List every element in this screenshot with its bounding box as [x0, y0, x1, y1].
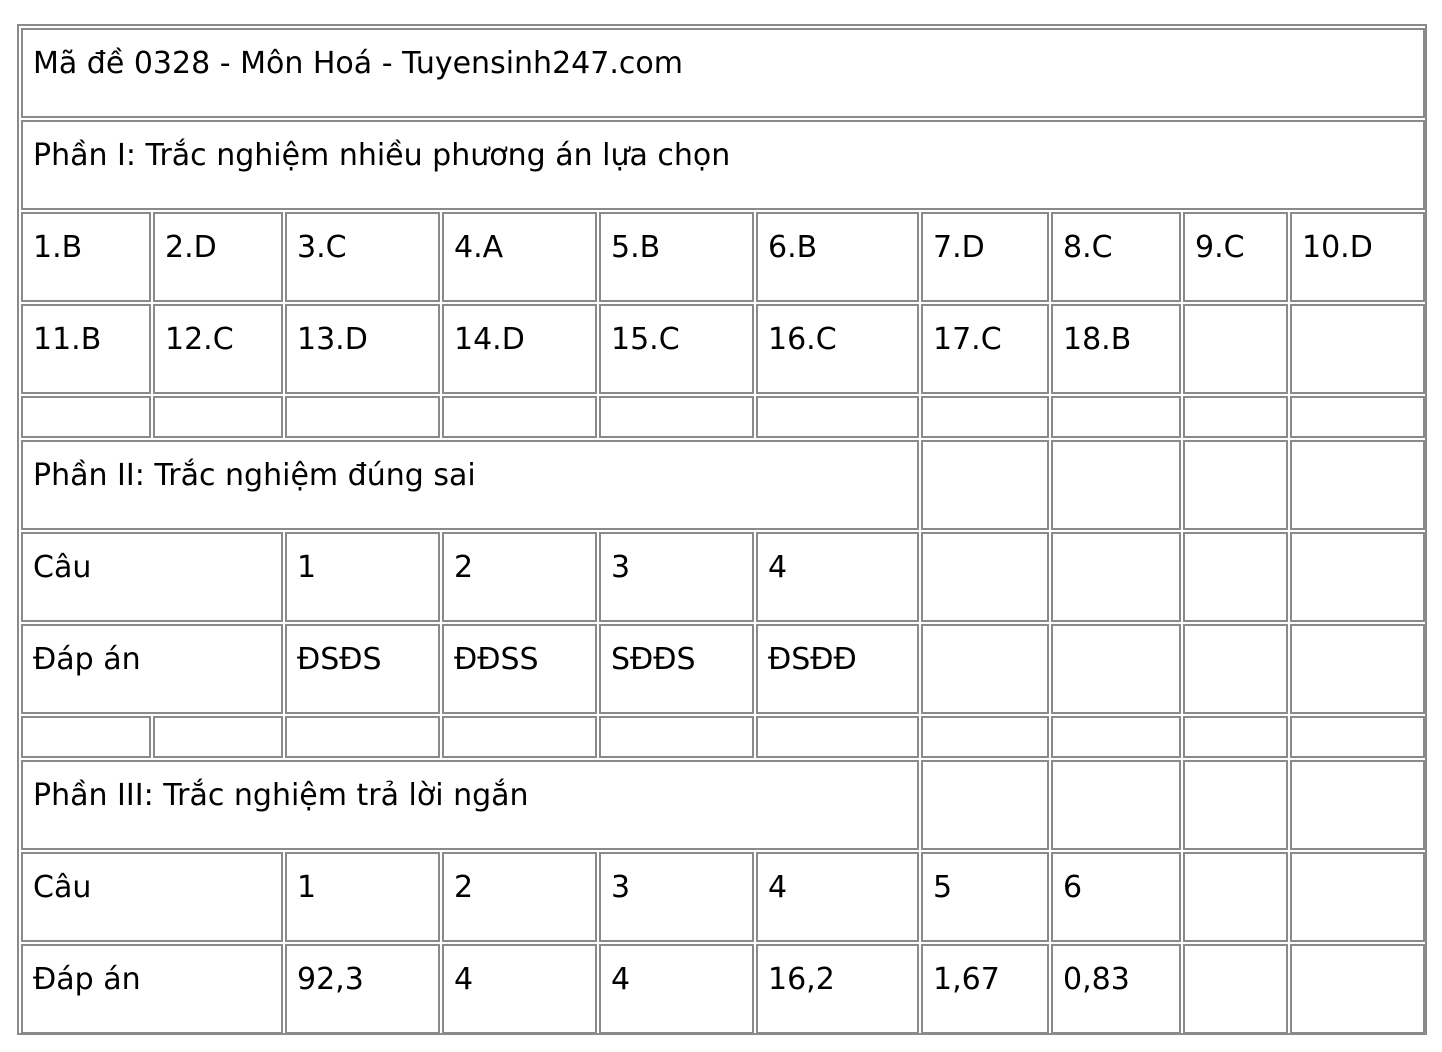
- empty-cell: [1051, 532, 1181, 622]
- part2-question-number: 3: [599, 532, 754, 622]
- empty-cell: [1183, 944, 1288, 1034]
- empty-cell: [1183, 532, 1288, 622]
- empty-cell: [1051, 760, 1181, 850]
- empty-cell: [21, 396, 151, 438]
- empty-cell: [1051, 624, 1181, 714]
- empty-cell: [1290, 532, 1425, 622]
- part3-answer-cell: 4: [599, 944, 754, 1034]
- part1-answer-cell: 16.C: [756, 304, 919, 394]
- part3-question-row: [21, 852, 1425, 942]
- part2-question-number: 1: [285, 532, 440, 622]
- part2-question-number: 2: [442, 532, 597, 622]
- empty-cell: [1051, 440, 1181, 530]
- part3-answer-cell: 92,3: [285, 944, 440, 1034]
- empty-cell: [1051, 396, 1181, 438]
- empty-cell: [756, 716, 919, 758]
- part1-answer-cell: 15.C: [599, 304, 754, 394]
- part3-answer-cell: 0,83: [1051, 944, 1181, 1034]
- empty-cell: [153, 716, 283, 758]
- empty-cell: [442, 716, 597, 758]
- empty-cell: [1183, 716, 1288, 758]
- empty-cell: [921, 532, 1049, 622]
- part1-answer-cell: 3.C: [285, 212, 440, 302]
- part1-answer-cell: [1183, 304, 1288, 394]
- part3-question-number: 2: [442, 852, 597, 942]
- part3-heading: Phần III: Trắc nghiệm trả lời ngắn: [21, 760, 919, 850]
- part1-answers-row-2: [21, 304, 1425, 394]
- part3-answer-label: Đáp án: [21, 944, 283, 1034]
- empty-cell: [1290, 716, 1425, 758]
- part3-question-label: Câu: [21, 852, 283, 942]
- empty-cell: [1290, 944, 1425, 1034]
- empty-cell: [285, 716, 440, 758]
- part2-answer-cell: ĐSĐĐ: [756, 624, 919, 714]
- part3-question-number: 5: [921, 852, 1049, 942]
- part2-question-number: 4: [756, 532, 919, 622]
- empty-cell: [921, 396, 1049, 438]
- part3-heading-row: [21, 760, 1425, 850]
- empty-cell: [1290, 760, 1425, 850]
- empty-cell: [599, 396, 754, 438]
- part1-heading: Phần I: Trắc nghiệm nhiều phương án lựa chọn: [21, 120, 1425, 210]
- empty-cell: [1183, 440, 1288, 530]
- empty-cell: [1183, 396, 1288, 438]
- part2-heading-row: [21, 440, 1425, 530]
- part3-question-number: 6: [1051, 852, 1181, 942]
- part3-answer-cell: 4: [442, 944, 597, 1034]
- empty-cell: [921, 624, 1049, 714]
- part2-question-label: Câu: [21, 532, 283, 622]
- part1-answer-cell: 17.C: [921, 304, 1049, 394]
- empty-cell: [153, 396, 283, 438]
- part1-answer-cell: [1290, 304, 1425, 394]
- empty-cell: [1183, 852, 1288, 942]
- part1-answer-cell: 4.A: [442, 212, 597, 302]
- empty-cell: [21, 716, 151, 758]
- empty-cell: [921, 440, 1049, 530]
- answer-key-sheet: [17, 24, 1427, 1035]
- part1-answer-cell: 10.D: [1290, 212, 1425, 302]
- empty-cell: [1290, 440, 1425, 530]
- empty-cell: [599, 716, 754, 758]
- part1-answers-row-1: [21, 212, 1425, 302]
- part1-heading-row: [21, 120, 1425, 210]
- empty-cell: [1290, 852, 1425, 942]
- part2-answer-cell: ĐĐSS: [442, 624, 597, 714]
- empty-cell: [921, 760, 1049, 850]
- empty-cell: [921, 716, 1049, 758]
- part1-answer-cell: 8.C: [1051, 212, 1181, 302]
- page-title: Mã đề 0328 - Môn Hoá - Tuyensinh247.com: [21, 28, 1425, 118]
- part2-question-row: [21, 532, 1425, 622]
- title-row: [21, 28, 1425, 118]
- spacer-row: [21, 716, 1425, 758]
- part2-answer-label: Đáp án: [21, 624, 283, 714]
- part1-answer-cell: 1.B: [21, 212, 151, 302]
- part3-answer-row: [21, 944, 1425, 1034]
- empty-cell: [1183, 624, 1288, 714]
- empty-cell: [1290, 396, 1425, 438]
- part3-answer-cell: 16,2: [756, 944, 919, 1034]
- empty-cell: [1183, 760, 1288, 850]
- answer-key-table: [19, 26, 1427, 1036]
- part2-answer-cell: SĐĐS: [599, 624, 754, 714]
- empty-cell: [756, 396, 919, 438]
- empty-cell: [1051, 716, 1181, 758]
- part1-answer-cell: 11.B: [21, 304, 151, 394]
- empty-cell: [442, 396, 597, 438]
- part1-answer-cell: 18.B: [1051, 304, 1181, 394]
- spacer-row: [21, 396, 1425, 438]
- empty-cell: [285, 396, 440, 438]
- part1-answer-cell: 12.C: [153, 304, 283, 394]
- part1-answer-cell: 5.B: [599, 212, 754, 302]
- part3-question-number: 1: [285, 852, 440, 942]
- part1-answer-cell: 9.C: [1183, 212, 1288, 302]
- part3-answer-cell: 1,67: [921, 944, 1049, 1034]
- part1-answer-cell: 14.D: [442, 304, 597, 394]
- part1-answer-cell: 7.D: [921, 212, 1049, 302]
- empty-cell: [1290, 624, 1425, 714]
- part2-answer-row: [21, 624, 1425, 714]
- part2-answer-cell: ĐSĐS: [285, 624, 440, 714]
- part1-answer-cell: 6.B: [756, 212, 919, 302]
- part2-heading: Phần II: Trắc nghiệm đúng sai: [21, 440, 919, 530]
- part1-answer-cell: 13.D: [285, 304, 440, 394]
- part3-question-number: 3: [599, 852, 754, 942]
- part3-question-number: 4: [756, 852, 919, 942]
- part1-answer-cell: 2.D: [153, 212, 283, 302]
